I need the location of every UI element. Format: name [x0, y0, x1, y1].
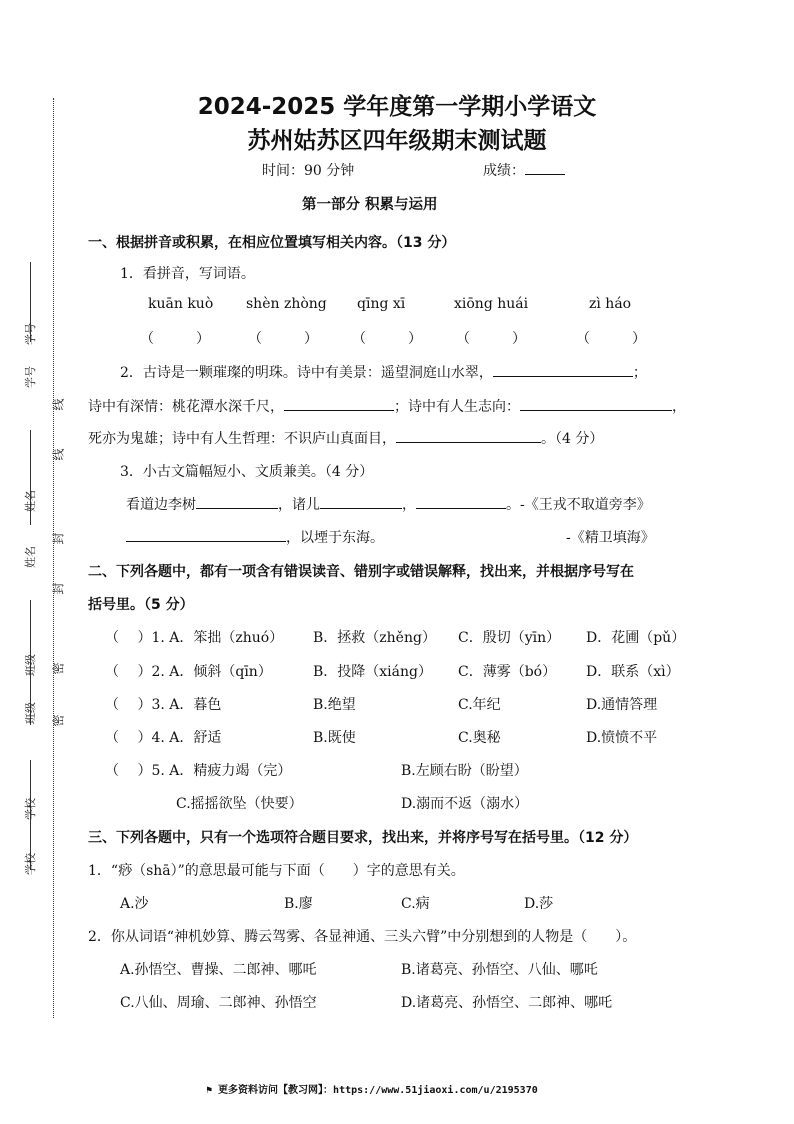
q1-sub3-text: ，诸儿 [278, 497, 320, 513]
q3-item1-opt-c: C.病 [401, 896, 430, 912]
binding-label-school: 学校 [24, 853, 37, 875]
q2-row2-a: （ ）2. A．倾斜（qīn） [105, 664, 272, 680]
q3-item2-opt-b: B.诸葛亮、孙悟空、八仙、哪吒 [401, 962, 598, 978]
q2-row4-d: D.愤愤不平 [586, 730, 658, 746]
blank-poem-4[interactable] [396, 428, 541, 443]
q1-sub1: 1．看拼音，写词语。 [120, 266, 255, 282]
q1-sub2-text: 诗中有深情：桃花潭水深千尺， [88, 399, 284, 415]
q3-item1-opt-a: A.沙 [120, 896, 149, 912]
q1-sub2-text: 2．古诗是一颗璀璨的明珠。诗中有美景：遥望洞庭山水翠， [120, 365, 493, 381]
answer-paren-5[interactable]: （ ） [576, 331, 646, 347]
q1-sub2-text: 死亦为鬼雄；诗中有人生哲理：不识庐山真面目， [88, 431, 396, 447]
q1-sub2-line2: 诗中有深情：桃花潭水深千尺， ；诗中有人生志向： ， [88, 396, 686, 416]
q2-row1-b: B．拯救（zhěng） [313, 630, 436, 646]
q2-row5-c: C.摇摇欲坠（快要） [176, 796, 303, 812]
q3-item1-opt-b: B.廖 [284, 896, 313, 912]
score-blank[interactable] [525, 160, 565, 175]
q2-row1-c: C．殷切（yīn） [458, 630, 561, 646]
binding-char-seal: 封 [51, 582, 66, 595]
q2-row3-c: C.年纪 [458, 697, 501, 713]
footer-link[interactable] [206, 1081, 538, 1096]
blank-classical-4[interactable] [126, 527, 286, 542]
q2-row4-a: （ ）4. A．舒适 [105, 730, 222, 746]
binding-char-secret: 密 [51, 662, 66, 675]
binding-char-line: 线 [51, 448, 66, 461]
exam-time: 时间：90 分钟 [262, 163, 355, 179]
q3-item2: 2．你从词语“神机妙算、腾云驾雾、各显神通、三头六臂”中分别想到的人物是（ ）。 [88, 929, 637, 945]
exam-title-line1: 2024-2025 学年度第一学期小学语文 [197, 94, 597, 120]
q3-item2-opt-c: C.八仙、周瑜、二郎神、孙悟空 [120, 995, 317, 1011]
pinyin-3: qīng xī [357, 296, 406, 312]
q2-row1-a: （ ）1. A．笨拙（zhuó） [105, 630, 284, 646]
binding-char-seal: 封 [51, 532, 66, 545]
blank-classical-1[interactable] [196, 494, 278, 509]
binding-label-name: 姓名 [24, 546, 37, 568]
q2-row5-b: B.左顾右盼（盼望） [401, 763, 528, 779]
q1-sub3-text: ，以堙于东海。 [286, 530, 384, 546]
binding-label-class: 班级 [24, 702, 37, 724]
q3-item2-opt-a: A.孙悟空、曹操、二郎神、哪吒 [120, 962, 317, 978]
q2-row2-b: B．投降（xiáng） [313, 664, 432, 680]
blank-poem-2[interactable] [284, 396, 394, 411]
q2-row5-d: D.溺而不返（溺水） [401, 796, 529, 812]
answer-paren-3[interactable]: （ ） [352, 331, 422, 347]
blank-poem-3[interactable] [520, 396, 672, 411]
q2-row2-d: D．联系（xì） [586, 664, 680, 680]
blank-poem-1[interactable] [493, 362, 633, 377]
pinyin-1: kuān kuò [148, 296, 214, 312]
binding-label-class: 班级 [24, 654, 37, 676]
q1-sub3-line2 [126, 527, 384, 547]
binding-label-id: 学号 [24, 366, 37, 388]
q2-row2-c: C．薄雾（bó） [458, 664, 557, 680]
exam-score-label: 成绩： [483, 163, 525, 179]
flag-icon: ⚑ [206, 1085, 219, 1096]
q1-title: 一、根据拼音或积累，在相应位置填写相关内容。（13 分） [88, 235, 456, 251]
part1-title: 第一部分 积累与运用 [302, 197, 438, 213]
q1-sub3-text: 。-《王戎不取道旁李》 [506, 497, 651, 513]
blank-classical-3[interactable] [416, 494, 506, 509]
binding-label-school: 学校 [24, 798, 37, 820]
exam-score [483, 160, 565, 180]
binding-label-id: 学号 [24, 323, 37, 345]
answer-paren-2[interactable]: （ ） [248, 331, 318, 347]
binding-dotted-line [53, 98, 54, 1018]
blank-classical-2[interactable] [320, 494, 402, 509]
binding-label-name: 姓名 [24, 490, 37, 512]
q2-row4-b: B.既使 [313, 730, 356, 746]
q3-item1: 1．“痧（shā）”的意思最可能与下面（ ）字的意思有关。 [88, 863, 465, 879]
q2-title: 二、下列各题中，都有一项含有错误读音、错别字或错误解释，找出来，并根据序号写在 [88, 564, 634, 580]
q1-sub2-text: ；诗中有人生志向： [394, 399, 520, 415]
q1-sub3-text: ， [402, 497, 416, 513]
q2-row3-b: B.绝望 [313, 697, 356, 713]
q1-sub3: 3．小古文篇幅短小、文质兼美。（4 分） [120, 464, 374, 480]
pinyin-2: shèn zhòng [246, 296, 327, 312]
q2-row5-a: （ ）5. A．精疲力竭（完） [105, 763, 292, 779]
q1-sub3-line1 [126, 494, 651, 514]
footer-text: 更多资料访问【教习网】：https://www.51jiaoxi.com/u/2195370 [218, 1085, 538, 1096]
q1-sub2-line3 [88, 428, 603, 448]
q3-item1-opt-d: D.莎 [524, 896, 554, 912]
q1-sub2-line1: 2．古诗是一颗璀璨的明珠。诗中有美景：遥望洞庭山水翠， ； [120, 362, 647, 382]
answer-paren-4[interactable]: （ ） [456, 331, 526, 347]
answer-paren-1[interactable]: （ ） [140, 331, 210, 347]
q3-title: 三、下列各题中，只有一个选项符合题目要求，找出来，并将序号写在括号里。（12 分） [88, 830, 638, 846]
q2-row4-c: C.奥秘 [458, 730, 501, 746]
q1-sub3-source: -《精卫填海》 [566, 530, 655, 546]
q3-item2-opt-d: D.诸葛亮、孙悟空、二郎神、哪吒 [401, 995, 613, 1011]
q2-row3-a: （ ）3. A．暮色 [105, 697, 222, 713]
q2-row3-d: D.通情答理 [586, 697, 658, 713]
binding-char-secret: 密 [51, 714, 66, 727]
q2-row1-d: D．花圃（pǔ） [586, 630, 686, 646]
pinyin-4: xiōng huái [454, 296, 529, 312]
binding-char-line: 线 [51, 398, 66, 411]
pinyin-5: zì háo [589, 296, 632, 312]
q1-sub3-text: 看道边李树 [126, 497, 196, 513]
q1-sub2-text: 。（4 分） [541, 431, 604, 447]
q2-title-cont: 括号里。（5 分） [88, 597, 194, 613]
exam-title-line2: 苏州姑苏区四年级期末测试题 [247, 128, 547, 154]
